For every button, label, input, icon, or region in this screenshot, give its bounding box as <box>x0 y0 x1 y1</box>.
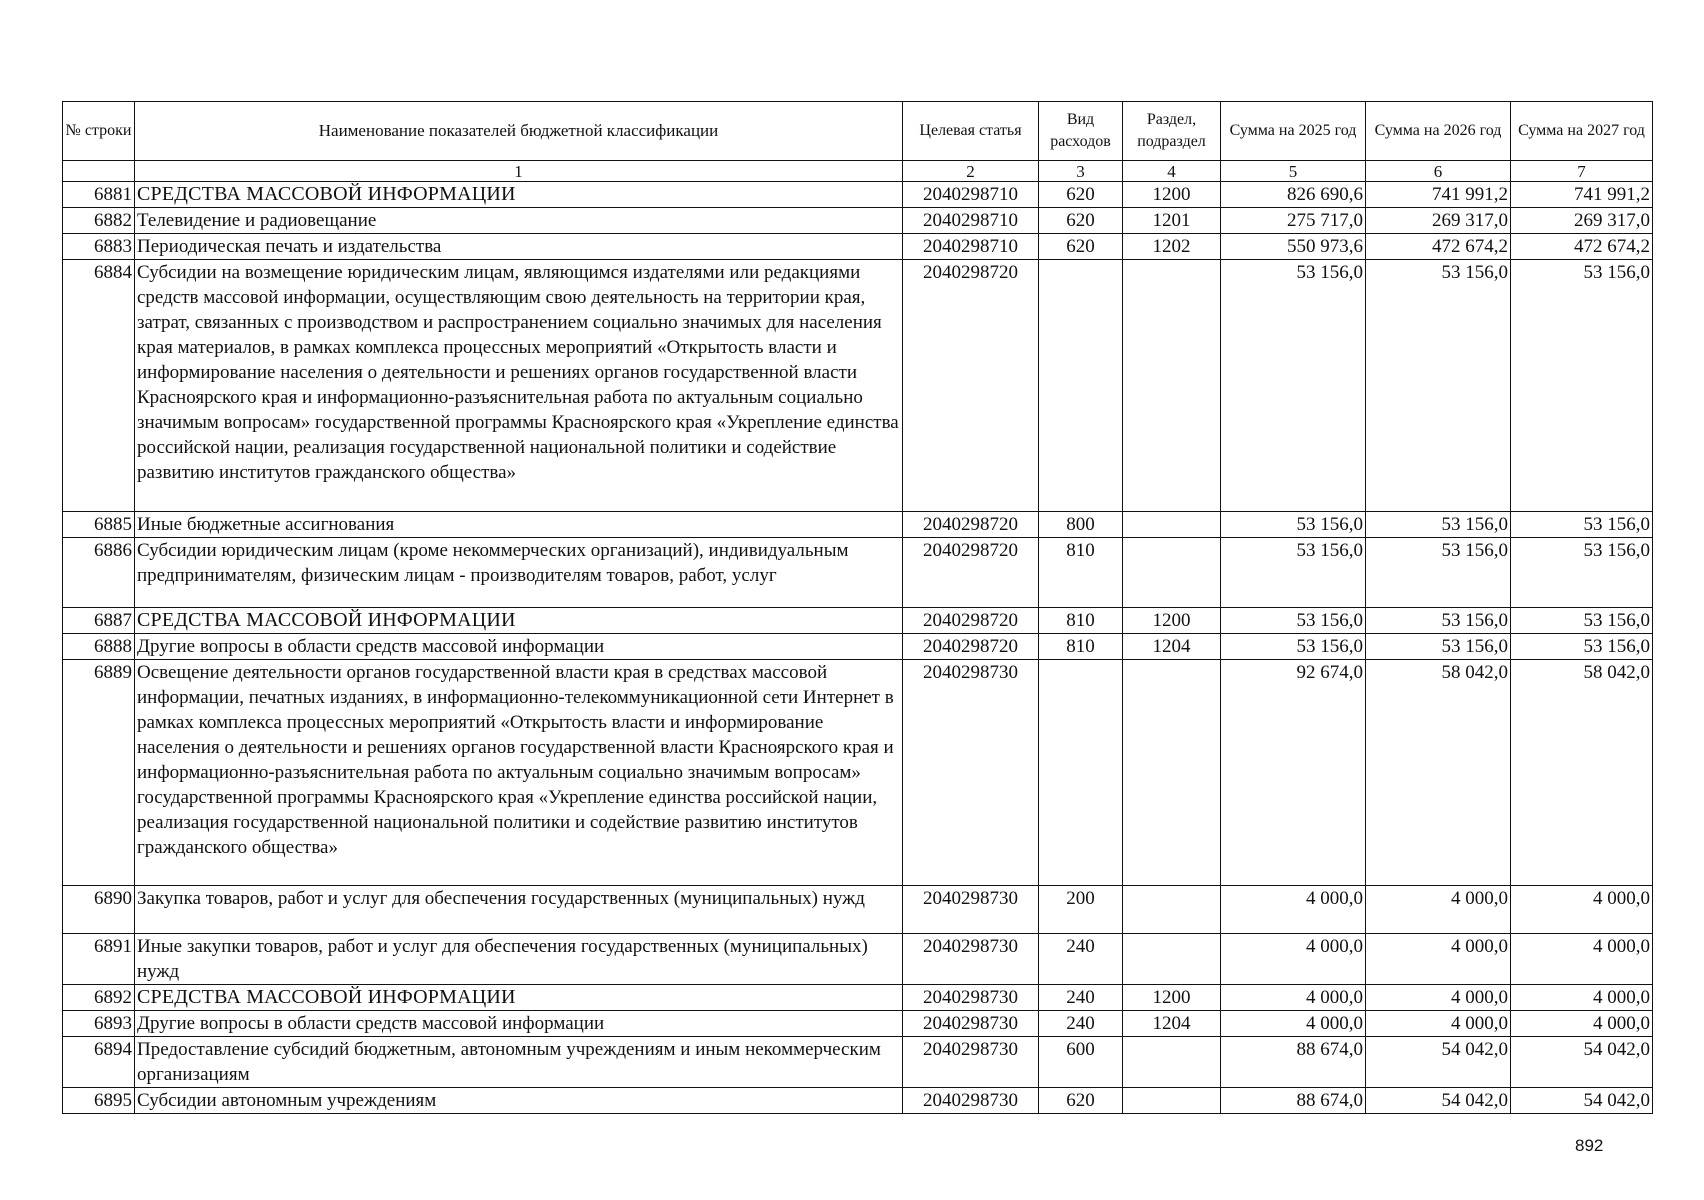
expense-type-cell: 620 <box>1039 234 1123 260</box>
sum-2027-cell: 4 000,0 <box>1511 934 1653 985</box>
sum-2025-cell: 88 674,0 <box>1221 1088 1366 1114</box>
expense-type-cell: 240 <box>1039 934 1123 985</box>
sum-2025-cell: 275 717,0 <box>1221 208 1366 234</box>
table-row <box>63 985 1653 1011</box>
table-row <box>63 260 1653 512</box>
column-number: 4 <box>1123 161 1221 182</box>
row-number-cell: 6881 <box>63 182 135 208</box>
section-code-cell <box>1123 1037 1221 1088</box>
sum-2027-cell: 4 000,0 <box>1511 886 1653 934</box>
sum-2025-cell: 92 674,0 <box>1221 660 1366 886</box>
expense-type-cell: 810 <box>1039 634 1123 660</box>
column-number: 2 <box>903 161 1039 182</box>
expense-type-cell <box>1039 260 1123 512</box>
indicator-name-cell: СРЕДСТВА МАССОВОЙ ИНФОРМАЦИИ <box>135 182 903 208</box>
row-number-cell: 6886 <box>63 538 135 608</box>
sum-2026-cell: 53 156,0 <box>1366 260 1511 512</box>
row-number-cell: 6885 <box>63 512 135 538</box>
table-row <box>63 1088 1653 1114</box>
header-sum-2025: Сумма на 2025 год <box>1221 102 1366 161</box>
header-section: Раздел, подраздел <box>1123 102 1221 161</box>
header-target-article: Целевая статья <box>903 102 1039 161</box>
table-row <box>63 1011 1653 1037</box>
target-article-cell: 2040298720 <box>903 512 1039 538</box>
target-article-cell: 2040298720 <box>903 634 1039 660</box>
column-number: 3 <box>1039 161 1123 182</box>
sum-2026-cell: 53 156,0 <box>1366 512 1511 538</box>
indicator-name-cell: Другие вопросы в области средств массовой информации <box>135 1011 903 1037</box>
sum-2025-cell: 826 690,6 <box>1221 182 1366 208</box>
sum-2027-cell: 58 042,0 <box>1511 660 1653 886</box>
section-code-cell: 1200 <box>1123 985 1221 1011</box>
section-code-cell: 1204 <box>1123 634 1221 660</box>
row-number-cell: 6893 <box>63 1011 135 1037</box>
indicator-name-cell: Иные бюджетные ассигнования <box>135 512 903 538</box>
section-code-cell: 1200 <box>1123 608 1221 634</box>
header-sum-2026: Сумма на 2026 год <box>1366 102 1511 161</box>
section-code-cell <box>1123 660 1221 886</box>
sum-2025-cell: 4 000,0 <box>1221 1011 1366 1037</box>
sum-2026-cell: 53 156,0 <box>1366 634 1511 660</box>
page-number: 892 <box>1575 1136 1604 1155</box>
sum-2025-cell: 53 156,0 <box>1221 634 1366 660</box>
section-code-cell <box>1123 538 1221 608</box>
budget-table <box>62 101 1653 1114</box>
header-expense-type: Вид расходов <box>1039 102 1123 161</box>
sum-2026-cell: 269 317,0 <box>1366 208 1511 234</box>
sum-2026-cell: 4 000,0 <box>1366 1011 1511 1037</box>
expense-type-cell: 810 <box>1039 538 1123 608</box>
sum-2025-cell: 550 973,6 <box>1221 234 1366 260</box>
target-article-cell: 2040298720 <box>903 260 1039 512</box>
table-row <box>63 886 1653 934</box>
table-row <box>63 182 1653 208</box>
row-number-cell: 6882 <box>63 208 135 234</box>
sum-2027-cell: 54 042,0 <box>1511 1037 1653 1088</box>
section-code-cell <box>1123 260 1221 512</box>
table-row <box>63 208 1653 234</box>
sum-2025-cell: 4 000,0 <box>1221 886 1366 934</box>
table-row <box>63 234 1653 260</box>
table-row <box>63 934 1653 985</box>
row-number-cell: 6895 <box>63 1088 135 1114</box>
indicator-name-cell: Иные закупки товаров, работ и услуг для обеспечения государственных (муниципальных) нужд <box>135 934 903 985</box>
column-number: 6 <box>1366 161 1511 182</box>
target-article-cell: 2040298730 <box>903 660 1039 886</box>
sum-2027-cell: 53 156,0 <box>1511 634 1653 660</box>
expense-type-cell: 240 <box>1039 1011 1123 1037</box>
expense-type-cell: 620 <box>1039 182 1123 208</box>
sum-2025-cell: 53 156,0 <box>1221 512 1366 538</box>
section-code-cell: 1202 <box>1123 234 1221 260</box>
sum-2026-cell: 4 000,0 <box>1366 985 1511 1011</box>
sum-2025-cell: 53 156,0 <box>1221 538 1366 608</box>
indicator-name-cell: Субсидии юридическим лицам (кроме некоммерческих организаций), индивидуальным предпринимателям, физическим лицам - производителям товаров, работ, услуг <box>135 538 903 608</box>
row-number-cell: 6888 <box>63 634 135 660</box>
target-article-cell: 2040298730 <box>903 886 1039 934</box>
target-article-cell: 2040298730 <box>903 1037 1039 1088</box>
expense-type-cell: 620 <box>1039 208 1123 234</box>
sum-2025-cell: 53 156,0 <box>1221 260 1366 512</box>
sum-2027-cell: 53 156,0 <box>1511 538 1653 608</box>
sum-2026-cell: 472 674,2 <box>1366 234 1511 260</box>
row-number-cell: 6889 <box>63 660 135 886</box>
sum-2026-cell: 58 042,0 <box>1366 660 1511 886</box>
expense-type-cell <box>1039 660 1123 886</box>
indicator-name-cell: Предоставление субсидий бюджетным, автономным учреждениям и иным некоммерческим организациям <box>135 1037 903 1088</box>
header-indicator-name: Наименование показателей бюджетной классификации <box>135 102 903 161</box>
indicator-name-cell: Телевидение и радиовещание <box>135 208 903 234</box>
table-row <box>63 538 1653 608</box>
section-code-cell: 1200 <box>1123 182 1221 208</box>
sum-2026-cell: 54 042,0 <box>1366 1088 1511 1114</box>
sum-2025-cell: 88 674,0 <box>1221 1037 1366 1088</box>
table-row <box>63 660 1653 886</box>
table-row <box>63 1037 1653 1088</box>
table-header <box>63 102 1653 182</box>
sum-2027-cell: 472 674,2 <box>1511 234 1653 260</box>
table-row <box>63 512 1653 538</box>
expense-type-cell: 800 <box>1039 512 1123 538</box>
row-number-cell: 6892 <box>63 985 135 1011</box>
section-code-cell: 1204 <box>1123 1011 1221 1037</box>
sum-2027-cell: 4 000,0 <box>1511 1011 1653 1037</box>
sum-2027-cell: 269 317,0 <box>1511 208 1653 234</box>
indicator-name-cell: Освещение деятельности органов государственной власти края в средствах массовой информации, печатных изданиях, в информационно-телекоммуникационной сети Интернет в рамках комплекса процессных мероприятий «Открытость власти и информирование населения о деятельности и решениях органов государственной власти Красноярского края и информационно-разъяснительная работа по актуальным социально значимым вопросам» государственной программы Красноярского края «Укрепление единства российской нации, реализация государственной национальной политики и содействие развитию институтов гражданского общества» <box>135 660 903 886</box>
section-code-cell <box>1123 1088 1221 1114</box>
sum-2027-cell: 741 991,2 <box>1511 182 1653 208</box>
indicator-name-cell: СРЕДСТВА МАССОВОЙ ИНФОРМАЦИИ <box>135 985 903 1011</box>
indicator-name-cell: Субсидии автономным учреждениям <box>135 1088 903 1114</box>
indicator-name-cell: СРЕДСТВА МАССОВОЙ ИНФОРМАЦИИ <box>135 608 903 634</box>
target-article-cell: 2040298730 <box>903 985 1039 1011</box>
sum-2025-cell: 4 000,0 <box>1221 985 1366 1011</box>
target-article-cell: 2040298730 <box>903 1088 1039 1114</box>
target-article-cell: 2040298710 <box>903 182 1039 208</box>
section-code-cell <box>1123 886 1221 934</box>
target-article-cell: 2040298720 <box>903 608 1039 634</box>
section-code-cell <box>1123 512 1221 538</box>
indicator-name-cell: Другие вопросы в области средств массовой информации <box>135 634 903 660</box>
sum-2026-cell: 54 042,0 <box>1366 1037 1511 1088</box>
target-article-cell: 2040298730 <box>903 934 1039 985</box>
expense-type-cell: 240 <box>1039 985 1123 1011</box>
sum-2026-cell: 4 000,0 <box>1366 886 1511 934</box>
column-number: 7 <box>1511 161 1653 182</box>
sum-2025-cell: 4 000,0 <box>1221 934 1366 985</box>
column-number-blank <box>63 161 135 182</box>
target-article-cell: 2040298720 <box>903 538 1039 608</box>
row-number-cell: 6894 <box>63 1037 135 1088</box>
table-row <box>63 608 1653 634</box>
row-number-cell: 6887 <box>63 608 135 634</box>
sum-2025-cell: 53 156,0 <box>1221 608 1366 634</box>
expense-type-cell: 620 <box>1039 1088 1123 1114</box>
sum-2026-cell: 741 991,2 <box>1366 182 1511 208</box>
indicator-name-cell: Периодическая печать и издательства <box>135 234 903 260</box>
target-article-cell: 2040298710 <box>903 208 1039 234</box>
header-sum-2027: Сумма на 2027 год <box>1511 102 1653 161</box>
sum-2027-cell: 53 156,0 <box>1511 608 1653 634</box>
header-row-number: № строки <box>63 102 135 161</box>
row-number-cell: 6891 <box>63 934 135 985</box>
column-number: 1 <box>135 161 903 182</box>
sum-2027-cell: 53 156,0 <box>1511 512 1653 538</box>
expense-type-cell: 810 <box>1039 608 1123 634</box>
target-article-cell: 2040298710 <box>903 234 1039 260</box>
expense-type-cell: 600 <box>1039 1037 1123 1088</box>
section-code-cell: 1201 <box>1123 208 1221 234</box>
row-number-cell: 6890 <box>63 886 135 934</box>
table-row <box>63 634 1653 660</box>
expense-type-cell: 200 <box>1039 886 1123 934</box>
sum-2026-cell: 53 156,0 <box>1366 538 1511 608</box>
section-code-cell <box>1123 934 1221 985</box>
row-number-cell: 6884 <box>63 260 135 512</box>
indicator-name-cell: Закупка товаров, работ и услуг для обеспечения государственных (муниципальных) нужд <box>135 886 903 934</box>
sum-2027-cell: 54 042,0 <box>1511 1088 1653 1114</box>
sum-2027-cell: 4 000,0 <box>1511 985 1653 1011</box>
column-number: 5 <box>1221 161 1366 182</box>
indicator-name-cell: Субсидии на возмещение юридическим лицам, являющимся издателями или редакциями средств массовой информации, осуществляющим свою деятельность на территории края, затрат, связанных с производством и распространением социально значимых для населения края материалов, в рамках комплекса процессных мероприятий «Открытость власти и информирование населения о деятельности и решениях органов государственной власти Красноярского края и информационно-разъяснительная работа по актуальным социально значимым вопросам» государственной программы Красноярского края «Укрепление единства российской нации, реализация государственной национальной политики и содействие развитию институтов гражданского общества» <box>135 260 903 512</box>
row-number-cell: 6883 <box>63 234 135 260</box>
sum-2026-cell: 4 000,0 <box>1366 934 1511 985</box>
table-body <box>63 182 1653 1114</box>
target-article-cell: 2040298730 <box>903 1011 1039 1037</box>
sum-2026-cell: 53 156,0 <box>1366 608 1511 634</box>
sum-2027-cell: 53 156,0 <box>1511 260 1653 512</box>
